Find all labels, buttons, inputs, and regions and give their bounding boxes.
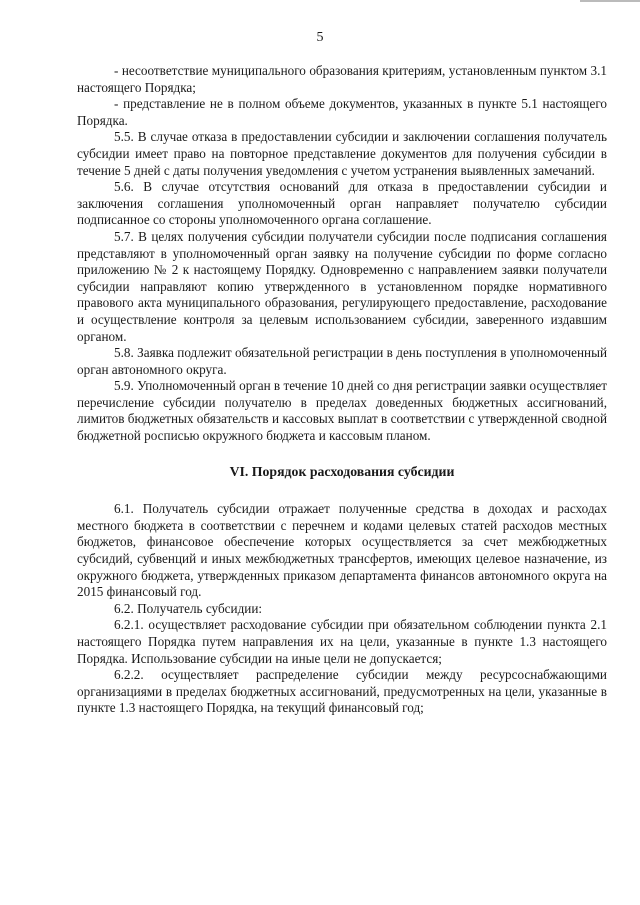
paragraph: 6.2.1. осуществляет расходование субсидии при обязательном соблюдении пункта 2.1 настоящего Порядка путем направления их на цели, указанные в пункте 1.3 настоящего Порядка. Использование субсидии на иные цели не допускается; <box>77 617 607 666</box>
paragraph: 6.2.2. осуществляет распределение субсидии между ресурсоснабжающими организациями в пределах бюджетных ассигнований, предусмотренных на цели, указанные в пункте 1.3 настоящего Порядка, на текущий финансовый год; <box>77 667 607 716</box>
section-heading: VI. Порядок расходования субсидии <box>229 463 455 479</box>
top-edge-line <box>580 0 640 2</box>
paragraph: 5.7. В целях получения субсидии получатели субсидии после подписания соглашения представляют в уполномоченный орган заявку на получение субсидии по форме согласно приложению № 2 к настоящему Порядку. Одновременно с направлением заявки получатели субсидии направляют копию утвержденного в установленном порядке нормативного правового акта муниципального образования, регулирующего предоставление, расходование и осуществление контроля за целевым использованием субсидии, заверенного издавшим органом. <box>77 228 607 344</box>
paragraph: 5.9. Уполномоченный орган в течение 10 дней со дня регистрации заявки осуществляет перечисление субсидии получателю в пределах доведенных бюджетных ассигнований, лимитов бюджетных обязательств и кассовых выплат в соответствии с утвержденной сводной бюджетной росписью окружного бюджета и кассовым планом. <box>77 378 608 444</box>
page-number: 5 <box>316 30 324 45</box>
document-body <box>77 63 607 717</box>
paragraph: 5.8. Заявка подлежит обязательной регистрации в день поступления в уполномоченный орган автономного округа. <box>77 345 607 377</box>
paragraph: 6.1. Получатель субсидии отражает полученные средства в доходах и расходах местного бюджета в соответствии с перечнем и кодами целевых статей расходов местных бюджетов, финансовое обеспечение которых осуществляется за счет межбюджетных субсидий, субвенций и иных межбюджетных трансфертов, имеющих целевое назначение, из окружного бюджета, утвержденных приказом департамента финансов автономного округа на 2015 финансовый год. <box>77 501 607 600</box>
paragraph: 5.5. В случае отказа в предоставлении субсидии и заключении соглашения получатель субсидии имеет право на повторное представление документов для получения субсидии в течение 5 дней с даты получения уведомления с учетом устранения выявленных замечаний. <box>77 129 607 178</box>
paragraph: 5.6. В случае отсутствия оснований для отказа в предоставлении субсидии и заключения соглашения уполномоченный орган направляет получателю субсидии подписанное со стороны уполномоченного органа соглашение. <box>77 179 607 228</box>
paragraph: 6.2. Получатель субсидии: <box>114 600 263 616</box>
paragraph: - представление не в полном объеме документов, указанных в пункте 5.1 настоящего Порядка. <box>77 96 607 128</box>
paragraph: - несоответствие муниципального образования критериям, установленным пунктом 3.1 настоящего Порядка; <box>77 63 607 95</box>
